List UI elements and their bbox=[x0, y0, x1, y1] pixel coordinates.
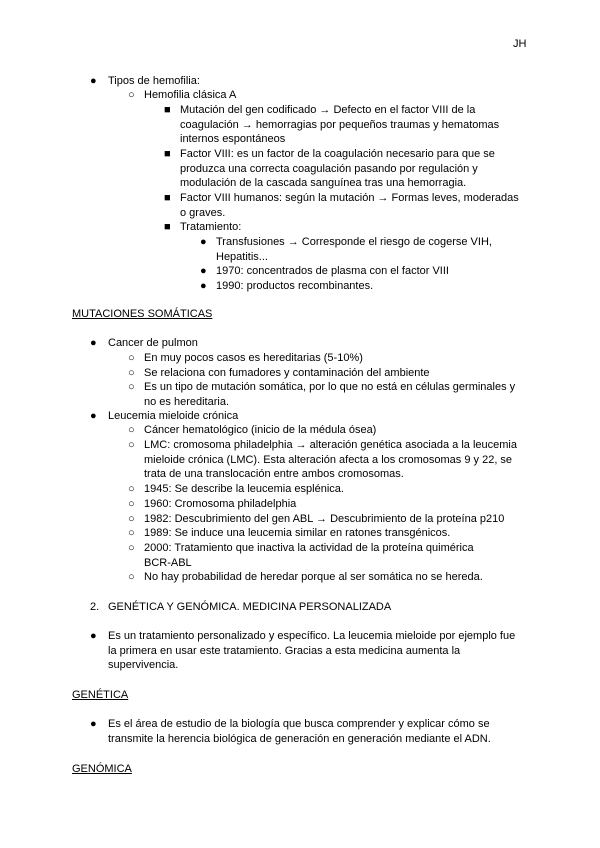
leucemia-item-text: Cáncer hematológico (inicio de la médula ósea) bbox=[144, 424, 377, 436]
leucemia-item-text: LMC: cromosoma philadelphia → alteración genética asociada a la leucemia bbox=[144, 439, 517, 451]
leucemia-item-bullet: ○ bbox=[128, 542, 135, 554]
leucemia-item-text: 1945: Se describe la leucemia esplénica. bbox=[144, 483, 344, 495]
hemofilia-title-bullet: ● bbox=[90, 75, 97, 87]
hemofilia-item-bullet: ■ bbox=[164, 148, 171, 160]
hemofilia-item-text: coagulación → hemorragias por pequeños traumas y hematomas bbox=[180, 118, 500, 131]
hemofilia-item-text: Tratamiento: bbox=[180, 221, 242, 233]
treatment-item-bullet: ● bbox=[200, 280, 207, 292]
section-heading-mutaciones: MUTACIONES SOMÁTICAS bbox=[72, 308, 213, 320]
treatment-item-text: Hepatitis... bbox=[216, 250, 268, 263]
leucemia-item-text: mieloide crónica (LMC). Esta alteración afecta a los cromosomas 9 y 22, se bbox=[144, 453, 513, 466]
genetica-item-text: Es el área de estudio de la biología que busca comprender y explicar cómo se bbox=[108, 718, 490, 730]
leucemia-item-text: 1989: Se induce una leucemia similar en ratones transgénicos. bbox=[144, 527, 451, 539]
leucemia-item-text: 2000: Tratamiento que inactiva la actividad de la proteína quimérica bbox=[144, 542, 474, 554]
cancer-item-text: Se relaciona con fumadores y contaminación del ambiente bbox=[144, 367, 430, 379]
section-heading-genomica: GENÓMICA bbox=[72, 763, 132, 775]
treatment-item-text: 1970: concentrados de plasma con el factor VIII bbox=[216, 265, 449, 277]
hemofilia-item-text: Factor VIII humanos: según la mutación → Formas leves, moderadas bbox=[180, 192, 519, 204]
hemofilia-title-text: Tipos de hemofilia: bbox=[108, 75, 200, 87]
section-title: GENÉTICA Y GENÓMICA. MEDICINA PERSONALIZADA bbox=[108, 601, 392, 613]
leucemia-title-bullet: ● bbox=[90, 410, 97, 422]
treatment-item-bullet: ● bbox=[200, 236, 207, 248]
hemofilia-subtitle-text: Hemofilia clásica A bbox=[144, 89, 237, 101]
hemofilia-item-text: modulación de la cascada sanguínea tras una hemorragia. bbox=[180, 177, 467, 190]
genetica-item-text: transmite la herencia biológica de generación en generación mediante el ADN. bbox=[108, 732, 491, 745]
leucemia-item-bullet: ○ bbox=[128, 527, 135, 539]
hemofilia-item-text: Mutación del gen codificado → Defecto en el factor VIII de la bbox=[180, 104, 476, 116]
section2-item-text: la primera en usar este tratamiento. Gracias a esta medicina aumenta la bbox=[108, 644, 461, 657]
leucemia-item-bullet: ○ bbox=[128, 498, 135, 510]
leucemia-item-bullet: ○ bbox=[128, 513, 135, 525]
section-heading-genetica: GENÉTICA bbox=[72, 689, 129, 701]
cancer-item-text: Es un tipo de mutación somática, por lo que no está en células germinales y bbox=[144, 381, 516, 393]
hemofilia-item-bullet: ■ bbox=[164, 221, 171, 233]
page-initials: JH bbox=[513, 38, 527, 50]
section-number: 2. bbox=[90, 601, 100, 613]
cancer-item-bullet: ○ bbox=[128, 367, 135, 379]
hemofilia-subtitle-bullet: ○ bbox=[128, 89, 135, 101]
hemofilia-item-text: internos espontáneos bbox=[180, 133, 286, 146]
genetica-item-bullet: ● bbox=[90, 718, 97, 730]
section2-item-text: supervivencia. bbox=[108, 659, 179, 672]
treatment-item-bullet: ● bbox=[200, 265, 207, 277]
cancer-item-bullet: ○ bbox=[128, 352, 135, 364]
cancer-item-text: no es hereditaria. bbox=[144, 395, 229, 408]
leucemia-item-bullet: ○ bbox=[128, 571, 135, 583]
cancer-item-text: En muy pocos casos es hereditarias (5-10%) bbox=[144, 352, 363, 364]
treatment-item-text: Transfusiones → Corresponde el riesgo de cogerse VIH, bbox=[216, 236, 492, 248]
treatment-item-text: 1990: productos recombinantes. bbox=[216, 280, 374, 292]
cancer-title: Cancer de pulmon bbox=[108, 337, 198, 349]
hemofilia-item-text: produzca una correcta coagulación pasando por regulación y bbox=[180, 162, 478, 175]
leucemia-item-bullet: ○ bbox=[128, 439, 135, 451]
hemofilia-item-bullet: ■ bbox=[164, 192, 171, 204]
cancer-title-bullet: ● bbox=[90, 337, 97, 349]
leucemia-item-text: 1960: Cromosoma philadelphia bbox=[144, 498, 297, 510]
leucemia-item-text: BCR-ABL bbox=[144, 556, 192, 569]
hemofilia-item-bullet: ■ bbox=[164, 104, 171, 116]
hemofilia-item-text: o graves. bbox=[180, 206, 226, 219]
leucemia-item-text: trata de una translocación entre ambos cromosomas. bbox=[144, 468, 404, 481]
leucemia-item-bullet: ○ bbox=[128, 483, 135, 495]
section2-item-bullet: ● bbox=[90, 630, 97, 642]
hemofilia-item-text: Factor VIII: es un factor de la coagulación necesario para que se bbox=[180, 148, 495, 160]
section2-item-text: Es un tratamiento personalizado y específico. La leucemia mieloide por ejemplo fue bbox=[108, 630, 516, 642]
leucemia-item-text: No hay probabilidad de heredar porque al ser somática no se hereda. bbox=[144, 571, 483, 583]
cancer-item-bullet: ○ bbox=[128, 381, 135, 393]
leucemia-item-text: 1982: Descubrimiento del gen ABL → Descubrimiento de la proteína p210 bbox=[144, 513, 505, 525]
leucemia-title: Leucemia mieloide crónica bbox=[108, 410, 239, 422]
leucemia-item-bullet: ○ bbox=[128, 424, 135, 436]
